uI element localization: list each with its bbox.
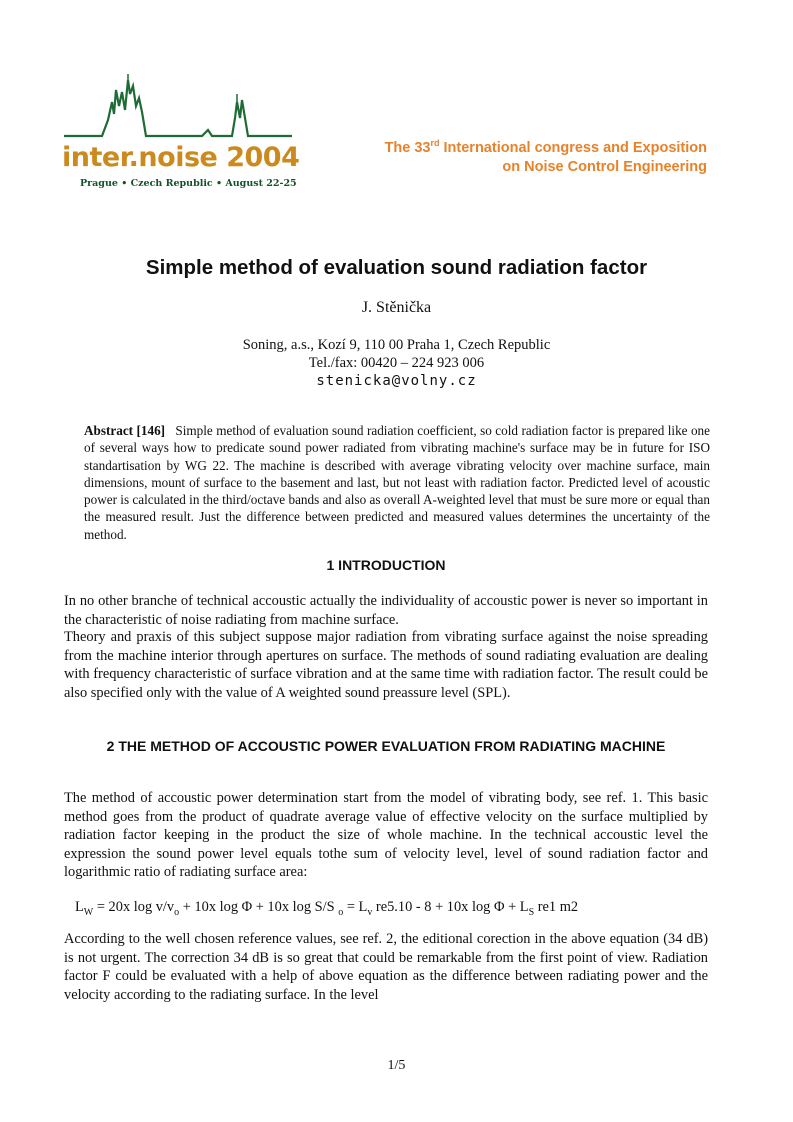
section-heading-method: 2 THE METHOD OF ACCOUSTIC POWER EVALUATION FROM RADIATING MACHINE: [106, 738, 666, 754]
method-paragraph-2: According to the well chosen reference values, see ref. 2, the editional corection in the above equation (34 dB) is not urgent. The correction 34 dB is so great that could be remarkable from the first point of view. Radiation factor F could be evaluated with a help of above equation as the difference between radiating power and the velocity according to the radiating surface. In the level: [64, 931, 708, 1003]
sound-power-equation: $L_W = 20x$ $\log v/v_o + 10x$ log Φ + 10x log S/S $_o = L_v$ re5.10 - 8 + 10x $\log \Phi + L_S$ re1 m2: [75, 899, 579, 918]
prague-skyline-icon: [62, 72, 294, 142]
abstract: [84, 422, 710, 543]
conference-logo: [62, 72, 300, 194]
affiliation-block: [0, 336, 793, 390]
congress-header: [385, 139, 707, 177]
abstract-label: Abstract [146]: [84, 423, 166, 438]
author-email: stenicka@volny.cz: [316, 373, 477, 389]
author-name: J. Stěnička: [361, 299, 432, 316]
logo-subtitle: Prague • Czech Republic • August 22-25: [80, 178, 297, 189]
logo-text: inter.noise 2004: [62, 142, 300, 173]
congress-line2: on Noise Control Engineering: [502, 159, 707, 175]
intro-paragraph-1: In no other branche of technical accoustic actually the individuality of accoustic power is never so important in the characteristic of noise radiating from machine surface.: [64, 593, 708, 628]
affiliation-phone: Tel./fax: 00420 – 224 923 006: [308, 355, 485, 371]
intro-paragraph-2: Theory and praxis of this subject suppose major radiation from vibrating surface against the noise spreading from the machine interior through apertures on surface. The methods of sound radiating evaluation are dealing with frequency characteristic of surface vibration and at the same time with radiation factor. The result could be also specified only with the value of A weighted sound preassure level (SPL).: [64, 629, 708, 701]
section-heading-introduction: 1 INTRODUCTION: [326, 557, 446, 573]
paper-title: Simple method of evaluation sound radiation factor: [145, 256, 648, 279]
congress-line1: The 33rd International congress and Exposition: [384, 138, 707, 156]
affiliation-address: Soning, a.s., Kozí 9, 110 00 Praha 1, Czech Republic: [242, 337, 551, 353]
page-number: 1/5: [387, 1058, 406, 1073]
abstract-text: Simple method of evaluation sound radiation coefficient, so cold radiation factor is prepared like one of several ways how to predicate sound power radiated from vibrating machine's surface may be in future for ISO standartisation by WG 22. The machine is described with average vibrating velocity over machine surface, main dimensions, mount of surface to the basement and last, but not least with radiation factor. Predicted level of acoustic power is calculated in the third/octave bands and also as overall A-weighted level that must be sure more or equal than the measured result. Just the difference between predicted and measured values determines the uncertainty of the method.: [84, 423, 710, 542]
method-paragraph-1: The method of accoustic power determination start from the model of vibrating body, see ref. 1. This basic method goes from the product of quadrate average value of effective velocity on the surface multiplied by radiation factor keeping in the product the size of whole machine. In the technical accoustic level the expression the sound power level equals tothe sum of velocity level, level of sound radiation factor and logarithmic ratio of radiating surface area:: [64, 790, 708, 881]
